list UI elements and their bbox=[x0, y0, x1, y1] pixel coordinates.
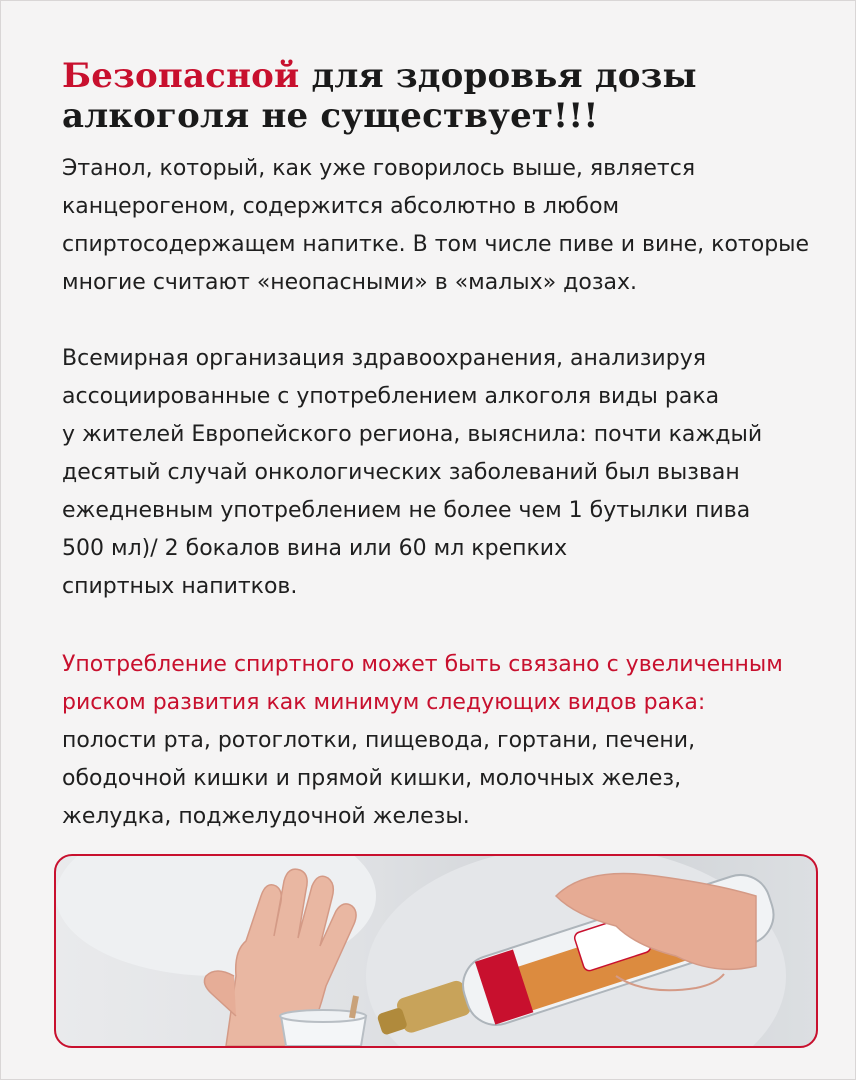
text-line: канцерогеном, содержится абсолютно в любом bbox=[62, 194, 620, 219]
text-line: ассоциированные с употреблением алкоголя виды рака bbox=[62, 384, 720, 409]
text-line: десятый случай онкологических заболеваний был вызван bbox=[62, 460, 740, 485]
refusing-alcohol-photo bbox=[54, 854, 818, 1048]
text-line: у жителей Европейского региона, выяснила: почти каждый bbox=[62, 422, 763, 447]
text-line: спиртосодержащем напитке. В том числе пиве и вине, которые bbox=[62, 232, 810, 257]
text-line: ободочной кишки и прямой кишки, молочных желез, bbox=[62, 766, 682, 791]
paragraph-cancer-types bbox=[62, 646, 842, 836]
text-line: Всемирная организация здравоохранения, анализируя bbox=[62, 346, 706, 371]
page-title bbox=[62, 56, 822, 136]
text-line: спиртных напитков. bbox=[62, 574, 298, 599]
paragraph-ethanol bbox=[62, 150, 842, 302]
text-line: многие считают «неопасными» в «малых» дозах. bbox=[62, 270, 638, 295]
alcohol-stream bbox=[352, 996, 356, 1018]
title-accent-word: Безопасной bbox=[62, 56, 300, 96]
highlight-line: риском развития как минимум следующих видов рака: bbox=[62, 690, 706, 715]
text-line: полости рта, ротоглотки, пищевода, гортани, печени, bbox=[62, 728, 696, 753]
text-line: Этанол, который, как уже говорилось выше, является bbox=[62, 156, 696, 181]
text-line: 500 мл)/ 2 бокалов вина или 60 мл крепких bbox=[62, 536, 568, 561]
photo-illustration bbox=[56, 856, 816, 1046]
title-line-2: алкоголя не существует!!! bbox=[62, 96, 599, 136]
highlight-line: Употребление спиртного может быть связано с увеличенным bbox=[62, 652, 783, 677]
title-line-1-rest: для здоровья дозы bbox=[299, 56, 697, 96]
paragraph-who bbox=[62, 340, 842, 606]
text-line: ежедневным употреблением не более чем 1 бутылки пива bbox=[62, 498, 751, 523]
text-line: желудка, поджелудочной железы. bbox=[62, 804, 470, 829]
